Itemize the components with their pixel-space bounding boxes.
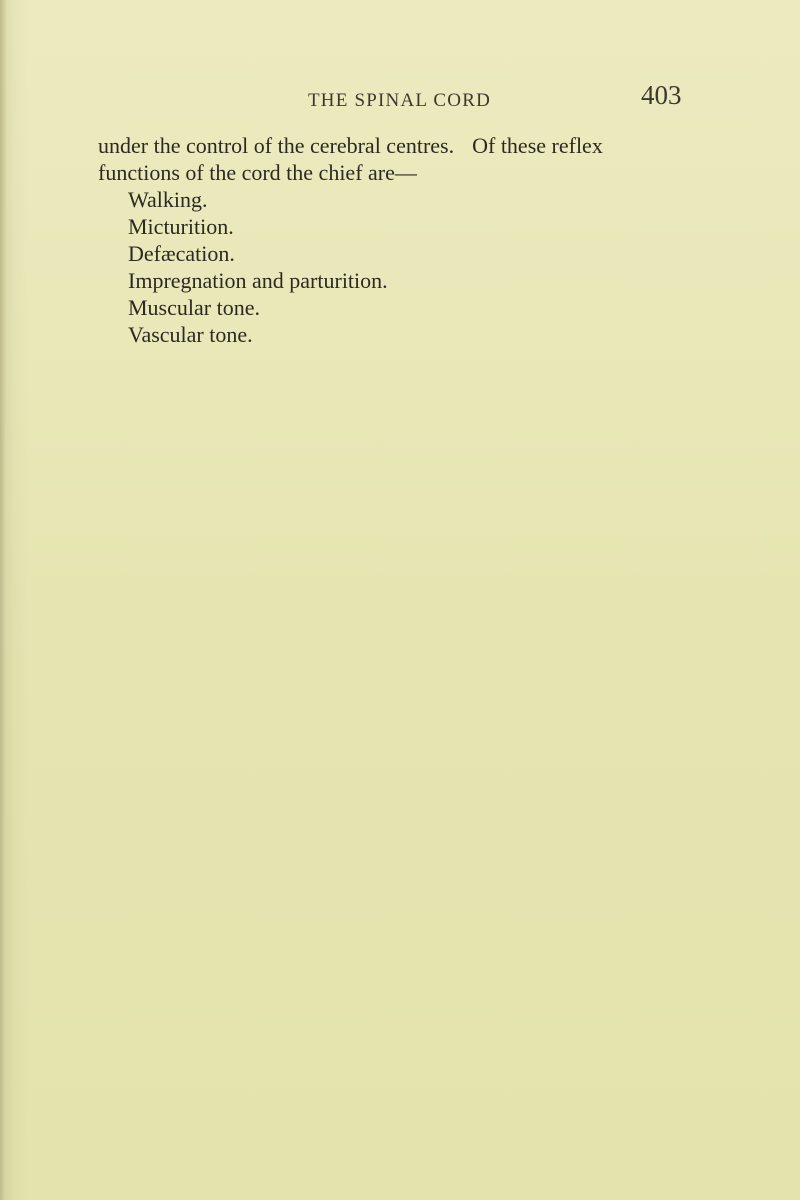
binding-edge <box>0 0 6 1200</box>
list-item: Walking. <box>128 187 208 212</box>
reflex-function-list <box>98 186 738 348</box>
list-item: Impregnation and parturition. <box>128 268 388 293</box>
sentence-end: under the control of the cerebral centres. <box>98 133 455 158</box>
sentence-start: Of these reflex <box>472 133 603 158</box>
page-number: 403 <box>641 80 682 110</box>
paragraph-line-2: functions of the cord the chief are— <box>98 160 417 185</box>
list-item: Muscular tone. <box>128 295 260 320</box>
paragraph-line-1 <box>98 132 738 159</box>
running-head-title: THE SPINAL CORD <box>308 90 492 111</box>
list-item: Micturition. <box>128 214 234 239</box>
list-item: Defæcation. <box>128 241 235 266</box>
list-item: Vascular tone. <box>128 322 253 347</box>
body-text <box>98 132 738 348</box>
